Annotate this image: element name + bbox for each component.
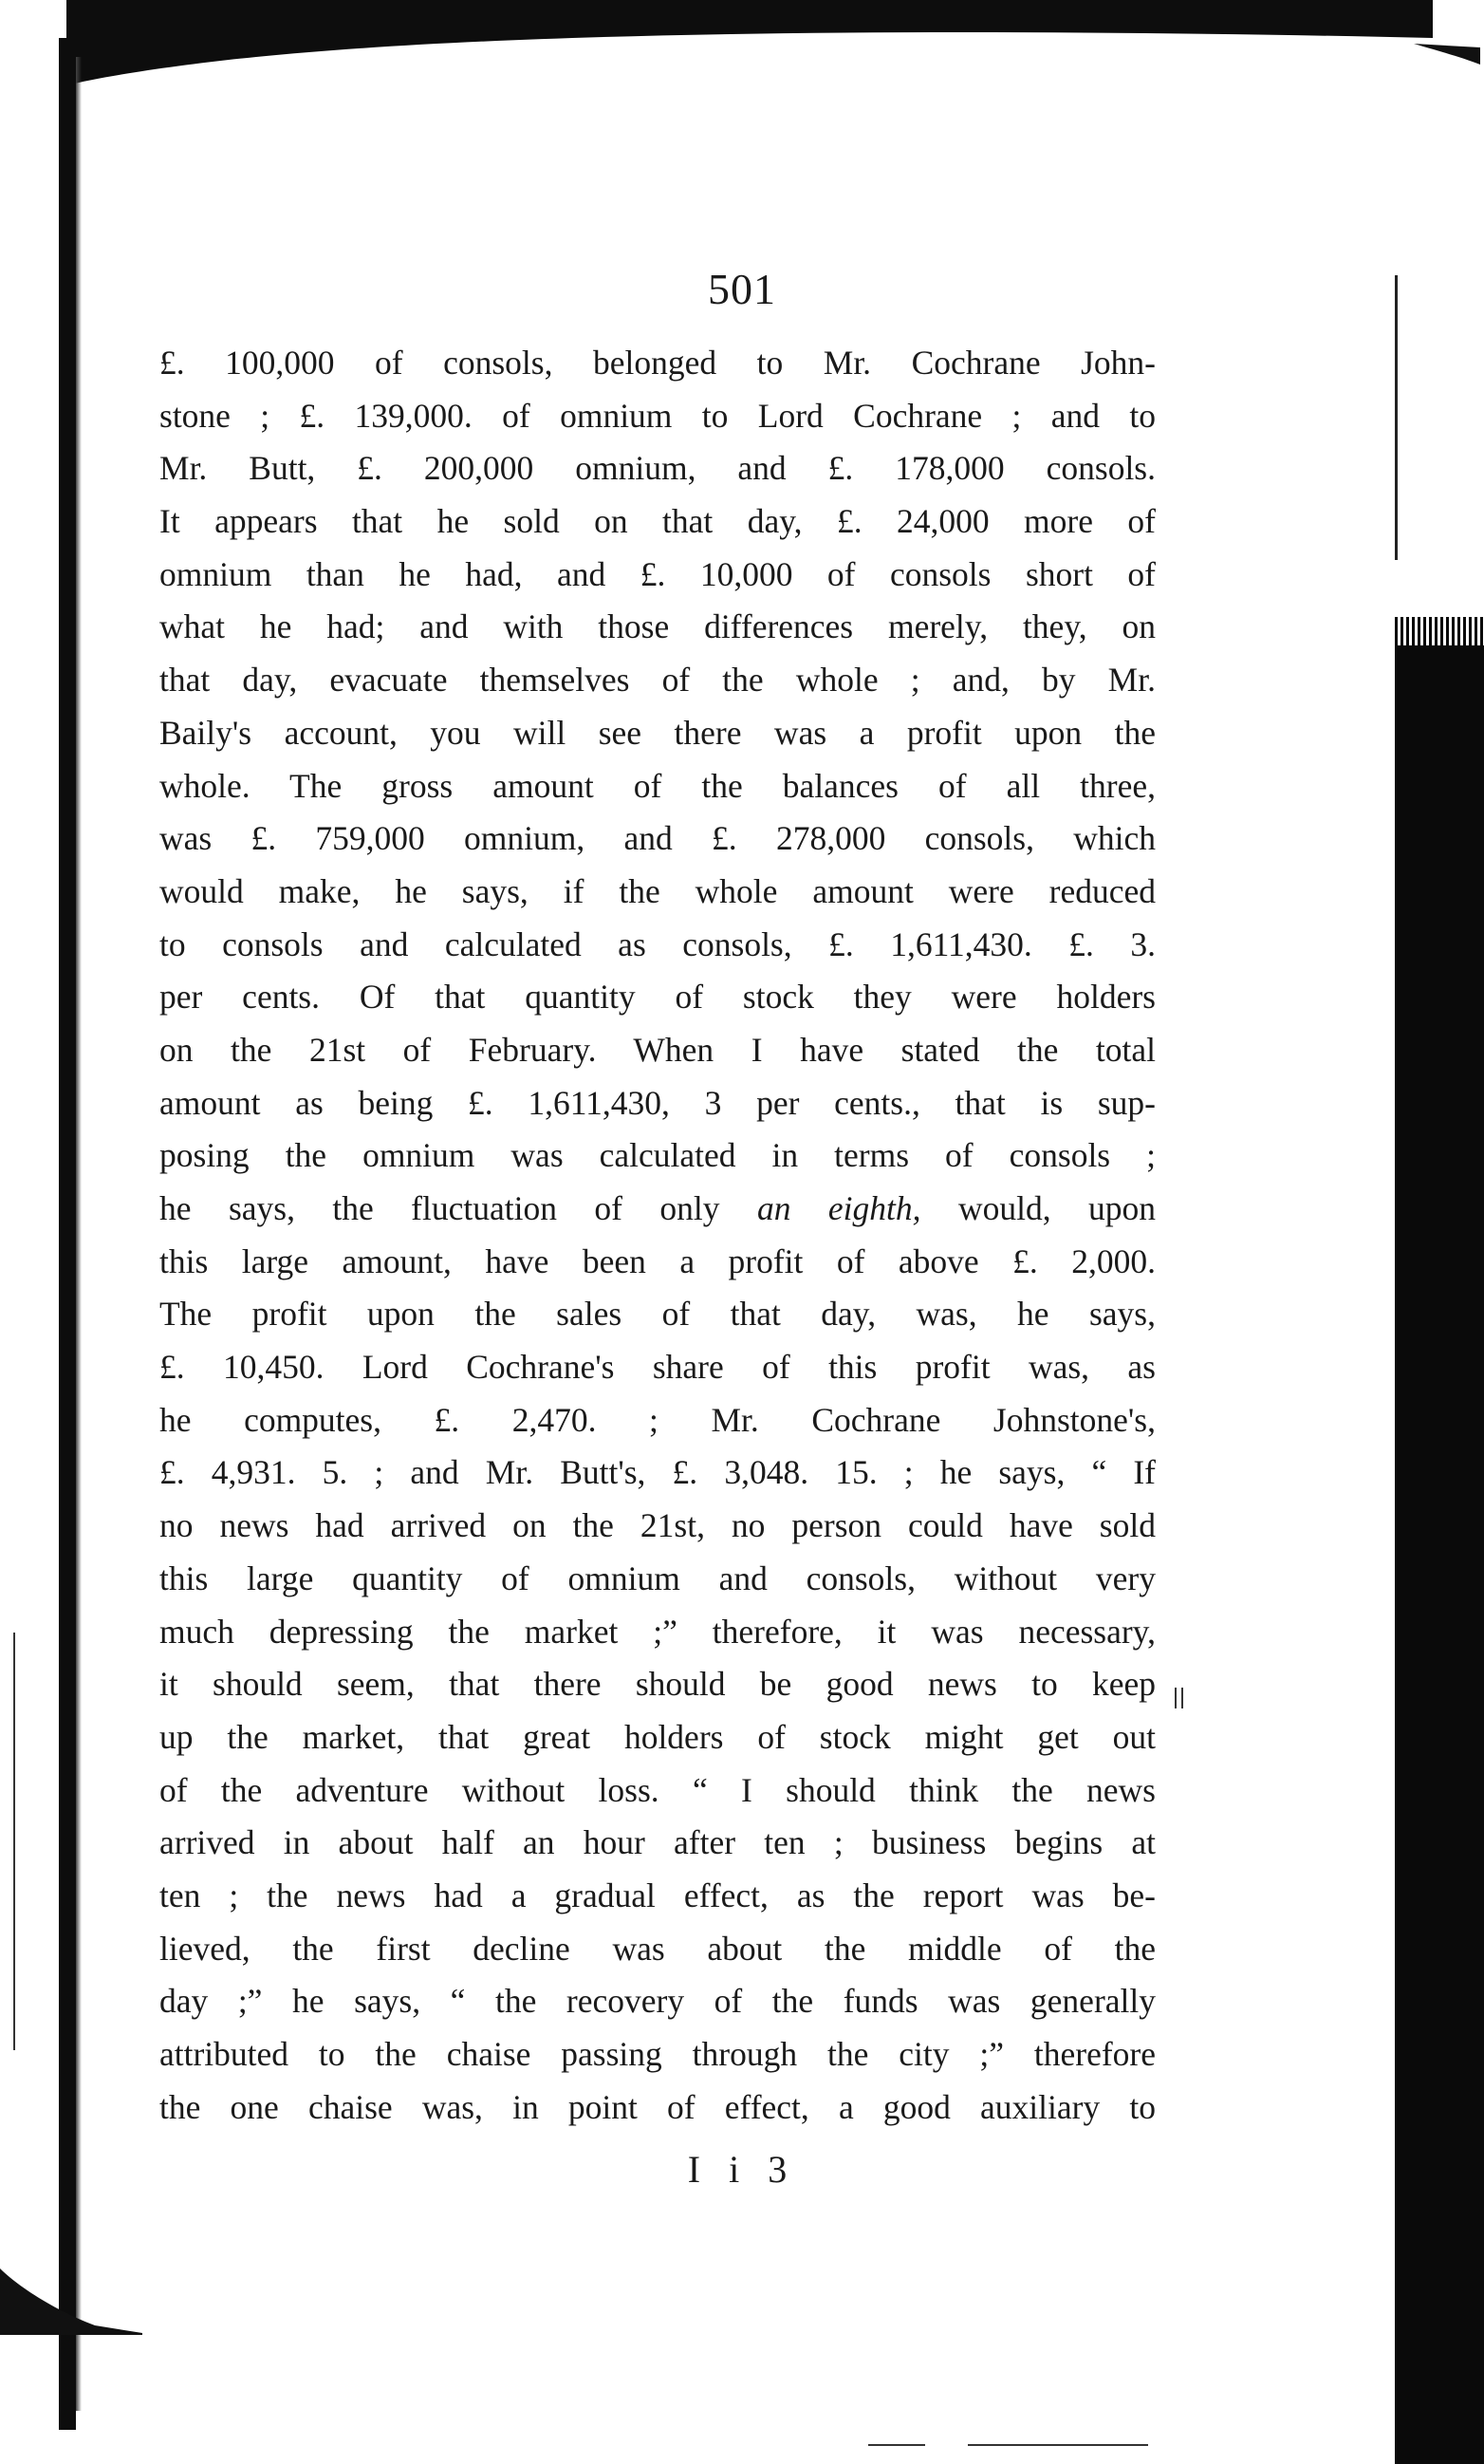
- scan-shadow-left-fade: [76, 57, 82, 2411]
- text-line: It appears that he sold on that day, £. 24,000 more of: [159, 502, 1156, 541]
- scan-line-right: [1395, 275, 1398, 560]
- text-line: of the adventure without loss. “ I should think the news: [159, 1770, 1156, 1809]
- text-line: £. 4,931. 5. ; and Mr. Butt's, £. 3,048. 15. ; he says, “ If: [159, 1453, 1156, 1492]
- text-line: much depressing the market ;” therefore, it was necessary,: [159, 1612, 1156, 1651]
- text-line: day ;” he says, “ the recovery of the funds was generally: [159, 1982, 1156, 2021]
- text-line: stone ; £. 139,000. of omnium to Lord Cochrane ; and to: [159, 396, 1156, 435]
- text-line: it should seem, that there should be good news to keep: [159, 1665, 1156, 1704]
- scan-shadow-top: [66, 0, 1433, 85]
- text-line: Baily's account, you will see there was a profit upon the: [159, 713, 1156, 752]
- text-line: was £. 759,000 omnium, and £. 278,000 consols, which: [159, 819, 1156, 858]
- text-line: attributed to the chaise passing through the city ;” therefore: [159, 2035, 1156, 2073]
- text-line: no news had arrived on the 21st, no person could have sold: [159, 1506, 1156, 1545]
- text-line: to consols and calculated as consols, £. 1,611,430. £. 3.: [159, 924, 1156, 963]
- scan-shadow-left: [59, 38, 76, 2430]
- signature-mark: I i 3: [687, 2148, 797, 2191]
- text-line: this large amount, have been a profit of above £. 2,000.: [159, 1241, 1156, 1280]
- text-line: £. 100,000 of consols, belonged to Mr. Cochrane John-: [159, 344, 1156, 382]
- text-line: he computes, £. 2,470. ; Mr. Cochrane Johnstone's,: [159, 1400, 1156, 1439]
- scan-line-left: [13, 1633, 15, 2050]
- text-line: this large quantity of omnium and consols, without very: [159, 1559, 1156, 1597]
- text-line: whole. The gross amount of the balances of all three,: [159, 766, 1156, 805]
- text-line: Mr. Butt, £. 200,000 omnium, and £. 178,000 consols.: [159, 449, 1156, 488]
- page-number: 501: [708, 265, 776, 313]
- text-line: posing the omnium was calculated in terms of consols ;: [159, 1136, 1156, 1175]
- scan-line-bottom-2: [968, 2444, 1148, 2446]
- text-line: up the market, that great holders of stock might get out: [159, 1717, 1156, 1756]
- text-line: the one chaise was, in point of effect, a good auxiliary to: [159, 2087, 1156, 2126]
- text-line: per cents. Of that quantity of stock they were holders: [159, 978, 1156, 1017]
- margin-mark: [1175, 1688, 1183, 1708]
- text-line: The profit upon the sales of that day, was, he says,: [159, 1295, 1156, 1334]
- text-segment: he says, the fluctuation of only: [159, 1189, 757, 1227]
- text-line-with-italic: [159, 1183, 1156, 1236]
- text-line: £. 10,450. Lord Cochrane's share of this profit was, as: [159, 1348, 1156, 1387]
- text-line: would make, he says, if the whole amount were reduced: [159, 871, 1156, 910]
- text-line: omnium than he had, and £. 10,000 of consols short of: [159, 554, 1156, 593]
- text-segment: would, upon: [920, 1189, 1157, 1227]
- text-line: what he had; and with those differences merely, they, on: [159, 607, 1156, 646]
- text-line: on the 21st of February. When I have stated the total: [159, 1030, 1156, 1069]
- scan-mark-bottom-left: [0, 2240, 142, 2335]
- scan-line-bottom-1: [868, 2444, 925, 2446]
- italic-phrase: an eighth,: [756, 1189, 921, 1227]
- body-text: [159, 337, 1156, 2134]
- text-line: that day, evacuate themselves of the whole ; and, by Mr.: [159, 661, 1156, 700]
- text-line: amount as being £. 1,611,430, 3 per cents., that is sup-: [159, 1083, 1156, 1122]
- text-line: lieved, the first decline was about the middle of the: [159, 1929, 1156, 1968]
- scan-mark-top-right: [1414, 38, 1480, 65]
- text-line: ten ; the news had a gradual effect, as the report was be-: [159, 1876, 1156, 1914]
- text-line: arrived in about half an hour after ten ; business begins at: [159, 1823, 1156, 1862]
